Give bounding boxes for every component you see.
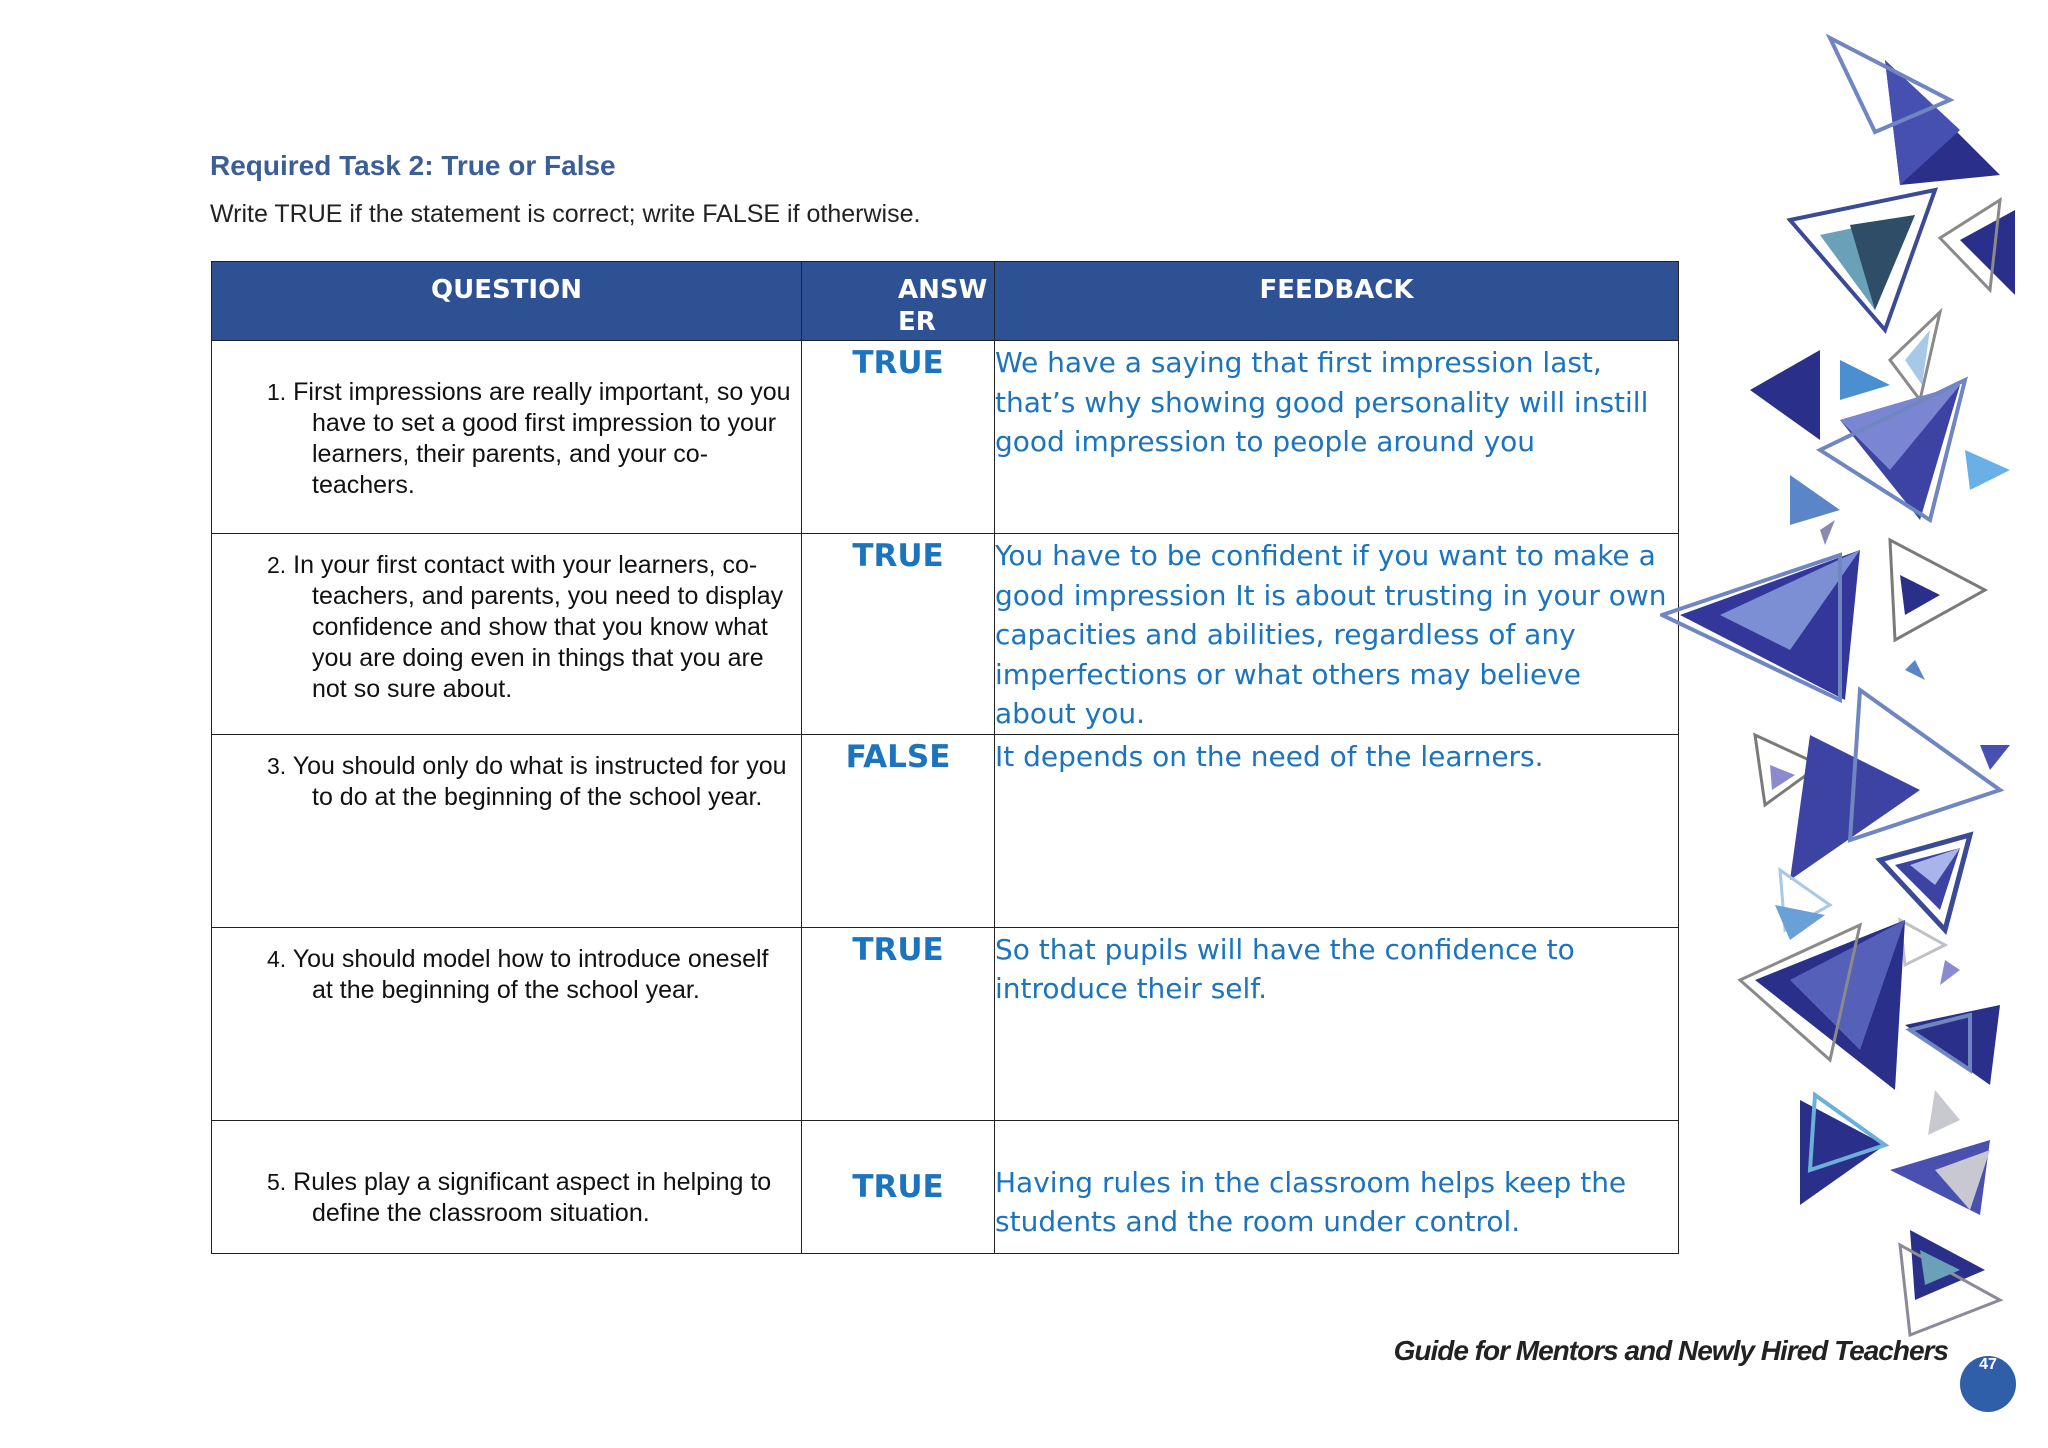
question-text: You should only do what is instructed for you to do at the beginning of the school year.: [292, 751, 787, 811]
answer-cell: [802, 927, 995, 1120]
feedback-text: It depends on the need of the learners.: [995, 739, 1544, 773]
answer-text: FALSE: [845, 738, 951, 775]
question-cell: [212, 927, 802, 1120]
task-title: Required Task 2: True or False: [210, 150, 616, 181]
feedback-cell: [995, 534, 1679, 735]
footer-title: Guide for Mentors and Newly Hired Teachers: [1393, 1335, 1948, 1366]
table-row: [212, 534, 1679, 735]
question-number: 5.: [267, 1168, 287, 1195]
question-number: 2.: [267, 552, 287, 578]
answer-text: TRUE: [852, 1168, 944, 1205]
table-row: [212, 734, 1679, 927]
question-text: First impressions are really important, so you have to set a good first impression to your learners, their parents, and your co-teachers.: [293, 378, 791, 499]
question-text: In your first contact with your learners, co-teachers, and parents, you need to display confidence and show that you know what you are doing even in things that you are not so sure about.: [293, 551, 784, 703]
answer-cell: [802, 734, 995, 927]
feedback-cell: [995, 927, 1679, 1120]
table-row: [212, 1120, 1679, 1253]
triangle-cluster-mid: [1662, 350, 2010, 700]
question-cell: [212, 1120, 802, 1253]
true-false-table: [211, 261, 1679, 1254]
feedback-cell: [995, 341, 1679, 534]
triangle-cluster-bottom: [1800, 1090, 2000, 1335]
answer-cell: [802, 1120, 995, 1253]
answer-cell: [802, 534, 995, 735]
answer-text: TRUE: [852, 538, 944, 574]
header-feedback: FEEDBACK: [995, 262, 1679, 341]
table-row: [212, 927, 1679, 1120]
table-header-row: [212, 262, 1679, 341]
triangle-cluster-top: [1790, 38, 2015, 400]
feedback-text: So that pupils will have the confidence to introduce their self.: [995, 932, 1575, 1005]
feedback-text: Having rules in the classroom helps keep the students and the room under control.: [995, 1165, 1627, 1238]
question-cell: [212, 534, 802, 735]
question-number: 3.: [267, 752, 287, 779]
header-question: QUESTION: [212, 262, 802, 341]
header-answer: ANSWER: [802, 262, 995, 341]
question-cell: [212, 734, 802, 927]
feedback-cell: [995, 734, 1679, 927]
feedback-text: We have a saying that first impression last, that’s why showing good personality will instill good impression to people around you: [995, 346, 1649, 458]
question-text: Rules play a significant aspect in helping to define the classroom situation.: [293, 1167, 772, 1227]
answer-cell: [802, 341, 995, 534]
answer-text: TRUE: [852, 931, 944, 968]
triangle-cluster-lower: [1740, 690, 2010, 1090]
question-number: 4.: [267, 945, 287, 972]
triangle-decoration: [1660, 0, 2048, 1448]
table-row: [212, 341, 1679, 534]
task-instruction: Write TRUE if the statement is correct; write FALSE if otherwise.: [210, 200, 921, 228]
question-number: 1.: [267, 379, 287, 405]
feedback-cell: [995, 1120, 1679, 1253]
answer-text: TRUE: [852, 345, 944, 381]
page-number: 47: [1979, 1356, 1997, 1373]
feedback-text: You have to be confident if you want to make a good impression It is about trusting in your own capacities and abilities, regardless of any imperfections or what others may believe about you.: [995, 539, 1667, 730]
question-cell: [212, 341, 802, 534]
question-text: You should model how to introduce oneself at the beginning of the school year.: [292, 944, 769, 1004]
page-number-badge: [1960, 1356, 2016, 1412]
